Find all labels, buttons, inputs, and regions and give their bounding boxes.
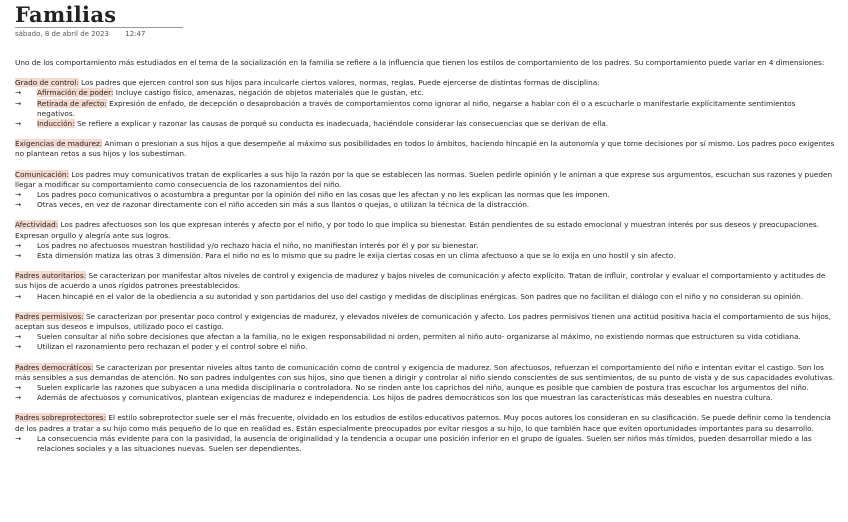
paragraph-gap	[15, 302, 835, 312]
section-term-highlight: Grado de control:	[15, 78, 79, 88]
section-term-highlight: Padres democráticos:	[15, 362, 94, 372]
note-date: sábado, 8 de abril de 2023	[15, 30, 110, 38]
list-item	[15, 251, 835, 261]
paragraph-gap	[15, 403, 835, 413]
item-text: Se refiere a explicar y razonar las causas de porqué su conducta es inadecuada, haciéndole considerar las consecuencias que se derivan de ella.	[74, 119, 609, 129]
list-item	[15, 383, 835, 393]
paragraph-gap	[15, 210, 835, 220]
item-text: Suelen consultar al niño sobre decisiones que afectan a la familia, no le exigen responsabilidad ni orden, permiten al niño auto- organizarse al máximo, no existiendo normas que estructuren su vida cotidiana.	[37, 332, 801, 342]
item-text: Hacen hincapié en el valor de la obediencia a su autoridad y son partidarios del uso del castigo y medidas de disciplinas enérgicas. Son padres que no facilitan el diálogo con el niño y no consideran su opinión.	[37, 291, 804, 301]
list-item	[15, 88, 835, 98]
item-text: Los padres no afectuosos muestran hostilidad y/o rechazo hacia el niño, no manifiestan interés por él y por su bienestar.	[37, 240, 479, 250]
list-item-text	[37, 332, 835, 342]
list-item	[15, 200, 835, 210]
arrow-bullet-icon: →	[15, 291, 22, 301]
arrow-bullet-icon: →	[15, 332, 22, 342]
paragraph-gap	[15, 160, 835, 170]
section-paragraph	[15, 413, 835, 433]
arrow-bullet-icon: →	[15, 98, 22, 108]
section-paragraph	[15, 312, 835, 332]
item-text: Esta dimensión matiza las otras 3 dimensión. Para el niño no es lo mismo que su padre le exija ciertas cosas en un clima afectuoso a que se lo exija en uno hostil y sin afecto.	[37, 251, 676, 261]
list-item-text	[37, 200, 835, 210]
section-paragraph	[15, 363, 835, 383]
arrow-bullet-icon: →	[15, 200, 22, 210]
intro-paragraph: Uno de los comportamiento más estudiados en el tema de la socialización en la familia se refiere a la influencia que tienen los estilos de comportamiento de los padres. Su comportamiento puede variar en 4 dimensiones:	[15, 58, 825, 67]
list-item-text	[37, 190, 835, 200]
arrow-bullet-icon: →	[15, 119, 22, 129]
list-item	[15, 434, 835, 454]
list-item	[15, 119, 835, 129]
item-text: Otras veces, en vez de razonar directamente con el niño acceden sin más a sus llantos o quejas, o utilizan la técnica de la distracción.	[37, 200, 530, 210]
arrow-bullet-icon: →	[15, 88, 22, 98]
paragraph-gap	[15, 129, 835, 139]
page-title[interactable]: Familias	[15, 2, 117, 27]
note-metadata	[15, 30, 145, 38]
paragraph-gap	[15, 353, 835, 363]
arrow-bullet-icon: →	[15, 393, 22, 403]
section-term-highlight: Padres autoritarios:	[15, 271, 87, 281]
arrow-bullet-icon: →	[15, 433, 22, 443]
list-item-text	[37, 342, 835, 352]
section-paragraph	[15, 78, 835, 88]
item-text: Suelen explicarle las razones que subyacen a una medida disciplinaria o controladora. No se rinden ante los caprichos del niño, aunque es posible que cambien de postura tras escuchar los argumentos del niño.	[37, 383, 809, 393]
list-item-text	[37, 241, 835, 251]
paragraph-gap	[15, 68, 835, 78]
item-text: Expresión de enfado, de decepción o desaprobación a través de comportamientos como ignorar al niño, negarse a hablar con él o a escucharle o manifestarle explícitamente sentimientos negativos.	[37, 98, 796, 118]
item-text: La consecuencia más evidente para con la pasividad, la ausencia de originalidad y la tendencia a ocupar una posición inferior en el grupo de iguales. Suelen ser niños más tímidos, pueden desarrollar miedo a las relaciones sociales y a las situaciones nuevas. Suelen ser dependientes.	[37, 433, 812, 454]
section-paragraph	[15, 170, 835, 190]
section-text: Los padres afectuosos son los que expresan interés y afecto por el niño, y por todo lo que implica su bienestar. Están pendientes de su estado emocional y muestran interés por sus deseos y preocupaciones. Expresan orgullo y alegría ante sus logros.	[15, 220, 820, 240]
item-text: Incluye castigo físico, amenazas, negación de objetos materiales que le gustan, etc.	[113, 88, 424, 98]
item-term-highlight: Retirada de afecto:	[37, 98, 107, 108]
list-item	[15, 342, 835, 352]
arrow-bullet-icon: →	[15, 342, 22, 352]
section-paragraph	[15, 220, 835, 240]
section-term-highlight: Padres permisivos:	[15, 311, 84, 321]
list-item	[15, 99, 835, 119]
list-item-text	[37, 88, 835, 98]
arrow-bullet-icon: →	[15, 251, 22, 261]
section-text: Se caracterizan por presentar poco control y exigencias de madurez, y elevados niveles de comunicación y afecto. Los padres permisivos tienen una actitud positiva hacia el comportamiento de sus hijos, aceptan sus deseos e impulsos, utilizado poco el castigo.	[15, 311, 831, 332]
title-divider	[15, 27, 183, 28]
list-item	[15, 393, 835, 403]
section-term-highlight: Padres sobreprotectores:	[15, 413, 107, 423]
section-term-highlight: Afectividad:	[15, 220, 59, 230]
section-text: Se caracterizan por presentar niveles altos tanto de comunicación como de control y exigencia de madurez. Son afectuosos, refuerzan el comportamiento del niño e intentan evitar el castigo. Son los más sensibles a sus demandas de atención. No son padres indulgentes con sus hijos, sino que tienen a dirigir y controlar al niño siendo conscientes de sus sentimientos, de su punto de vista y de sus capacidades evolutivas.	[15, 362, 835, 382]
note-body[interactable]	[15, 58, 835, 454]
list-item	[15, 241, 835, 251]
list-item-text	[37, 292, 835, 302]
list-item-text	[37, 393, 835, 403]
list-item-text	[37, 434, 835, 454]
note-time: 12:47	[125, 30, 146, 38]
item-text: Utilizan el razonamiento pero rechazan el poder y el control sobre el niño.	[37, 342, 308, 352]
item-text: Los padres poco comunicativos o acostumbra a preguntar por la opinión del niño en las cosas que les afectan y no les explican las normas que les imponen.	[37, 190, 610, 200]
list-item-text	[37, 99, 835, 119]
section-text: Se caracterizan por manifestar altos niveles de control y exigencia de madurez y bajos niveles de comunicación y afecto explícito. Tratan de influir, controlar y evaluar el comportamiento y actitudes de sus hijos de acuerdo a unos rígidos patrones preestablecidos.	[15, 271, 826, 291]
arrow-bullet-icon: →	[15, 240, 22, 250]
section-text: Animan o presionan a sus hijos a que desempeñe al máximo sus posibilidades en todos lo ámbitos, haciendo hincapié en la autonomía y que tome decisiones por sí mismo. Los padres poco exigentes no plantean retos a sus hijos y los subestiman.	[15, 139, 835, 159]
section-text: Los padres muy comunicativos tratan de explicarles a sus hijo la razón por la que se establecen las normas. Suelen pedirle opinión y le animan a que exprese sus argumentos, escuchan sus razones y pueden llegar a modificar su comportamiento como consecuencia de los razonamientos del niño.	[15, 169, 833, 189]
list-item	[15, 190, 835, 200]
section-text: Los padres que ejercen control son sus hijos para inculcarle ciertos valores, normas, reglas. Puede ejercerse de distintas formas de disciplina:	[78, 78, 600, 88]
section-paragraph	[15, 139, 835, 159]
section-text: El estilo sobreprotector suele ser el más frecuente, olvidado en los estudios de estilos educativos paternos. Muy pocos autores los consideran en su clasificación. Se puede definir como la tendencia de los padres a tratar a su hijo como más pequeño de lo que en realidad es. Están especialmente preocupados por evitar riesgos a su hijo, lo que también hace que eviten oportunidades importantes para su desarrollo.	[15, 413, 831, 433]
section-term-highlight: Comunicación:	[15, 169, 70, 179]
item-term-highlight: Inducción:	[37, 119, 75, 129]
list-item-text	[37, 383, 835, 393]
item-text: Además de afectuosos y comunicativos, plantean exigencias de madurez e independencia. Los hijos de padres democráticos son los que muestran las características más deseables en nuestra cultura.	[37, 393, 773, 403]
list-item-text	[37, 119, 835, 129]
list-item	[15, 292, 835, 302]
arrow-bullet-icon: →	[15, 383, 22, 393]
paragraph-gap	[15, 261, 835, 271]
list-item-text	[37, 251, 835, 261]
section-term-highlight: Exigencias de madurez:	[15, 139, 103, 149]
item-term-highlight: Afirmación de poder:	[37, 88, 114, 98]
list-item	[15, 332, 835, 342]
arrow-bullet-icon: →	[15, 190, 22, 200]
section-paragraph	[15, 271, 835, 291]
